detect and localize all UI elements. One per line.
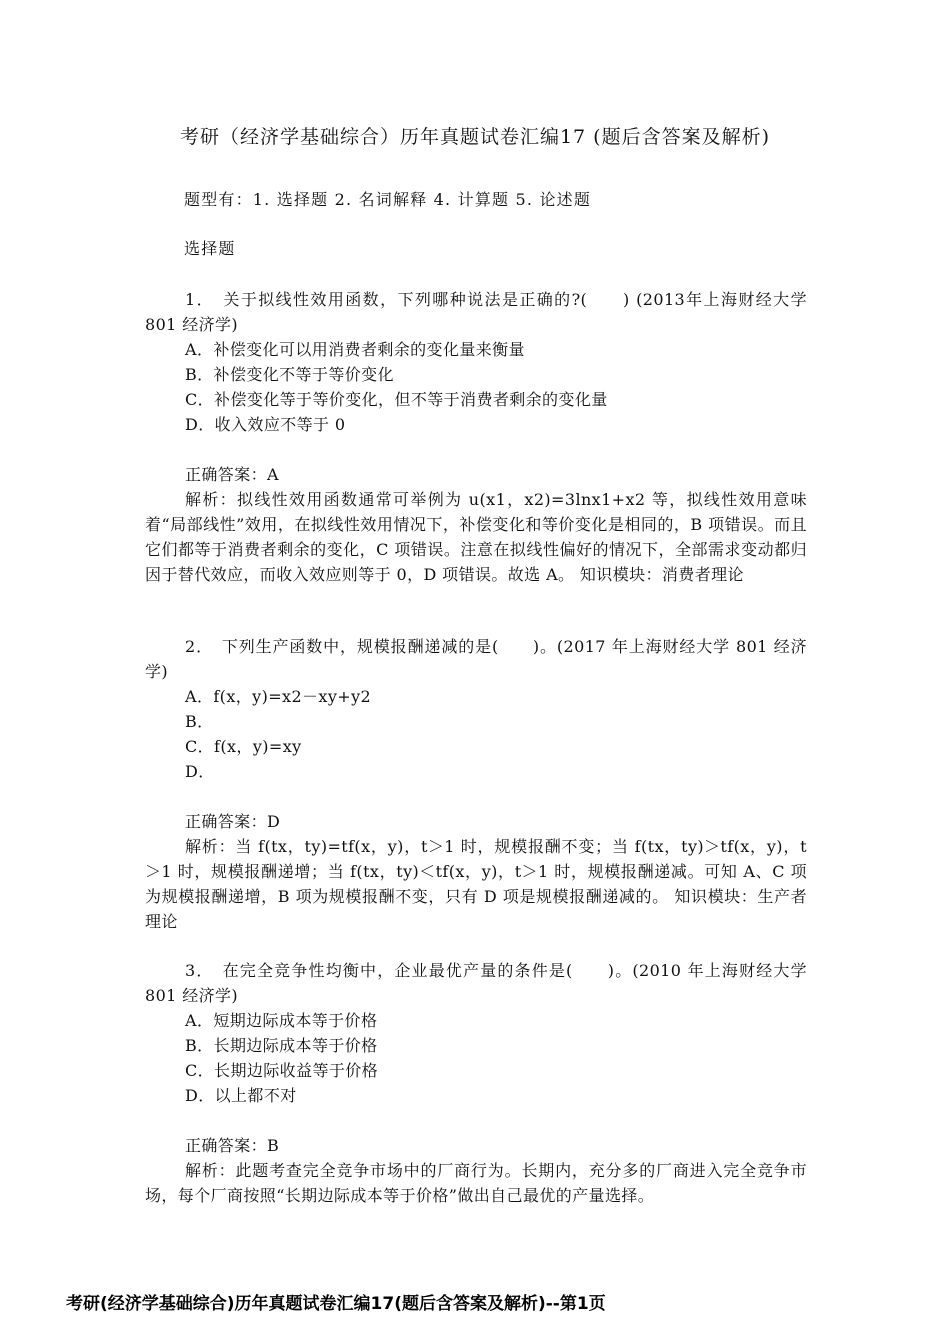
- section-label: 选择题: [184, 239, 236, 258]
- question-3-text: 3． 在完全竞争性均衡中，企业最优产量的条件是( )。(2010 年上海财经大学 801 经济学): [145, 961, 807, 1005]
- question-3-option-a: A．短期边际成本等于价格: [185, 1011, 378, 1030]
- question-1-analysis: 解析：拟线性效用函数通常可举例为 u(x1，x2)=3lnx1+x2 等，拟线性效用意味着“局部线性”效用，在拟线性效用情况下，补偿变化和等价变化是相同的，B 项错误。而且它们都等于消费者剩余的变化，C 项错误。注意在拟线性偏好的情况下，全部需求变动都归因于替代效应，而收入效应则等于 0，D 项错误。故选 A。 知识模块：消费者理论: [145, 490, 807, 584]
- question-1-text: 1． 关于拟线性效用函数，下列哪种说法是正确的?( ) (2013年上海财经大学 801 经济学): [145, 290, 807, 334]
- question-1-answer: 正确答案：A: [185, 465, 279, 484]
- question-1-option-b: B．补偿变化不等于等价变化: [185, 365, 394, 384]
- question-2-option-c: C．f(x，y)=xy: [185, 737, 302, 756]
- question-3: [145, 958, 807, 1208]
- question-1-option-c: C．补偿变化等于等价变化，但不等于消费者剩余的变化量: [185, 390, 608, 409]
- question-2-option-d: D．: [185, 762, 215, 781]
- question-2-text: 2． 下列生产函数中，规模报酬递减的是( )。(2017 年上海财经大学 801 经济学): [145, 637, 807, 681]
- question-3-answer: 正确答案：B: [185, 1136, 280, 1155]
- question-3-option-b: B．长期边际成本等于价格: [185, 1036, 378, 1055]
- question-1-option-d: D．收入效应不等于 0: [185, 415, 346, 434]
- question-3-analysis: 解析：此题考查完全竞争市场中的厂商行为。长期内，充分多的厂商进入完全竞争市场，每个厂商按照“长期边际成本等于价格”做出自己最优的产量选择。: [145, 1161, 807, 1205]
- question-2-answer: 正确答案：D: [185, 812, 281, 831]
- page-footer: 考研(经济学基础综合)历年真题试卷汇编17(题后含答案及解析)--第1页: [66, 1294, 606, 1314]
- question-2-option-b: B．: [185, 712, 214, 731]
- document-title: 考研（经济学基础综合）历年真题试卷汇编17 (题后含答案及解析): [179, 126, 771, 148]
- question-1: [145, 287, 807, 587]
- question-1-option-a: A．补偿变化可以用消费者剩余的变化量来衡量: [185, 340, 525, 359]
- question-3-option-c: C．长期边际收益等于价格: [185, 1061, 379, 1080]
- question-types-line: 题型有：1. 选择题 2. 名词解释 4. 计算题 5. 论述题: [184, 190, 592, 209]
- question-3-option-d: D．以上都不对: [185, 1086, 297, 1105]
- question-2: [145, 634, 807, 934]
- question-2-analysis: 解析：当 f(tx，ty)=tf(x，y)，t＞1 时，规模报酬不变；当 f(tx，ty)＞tf(x，y)，t＞1 时，规模报酬递增；当 f(tx，ty)＜tf(x，y)，t＞1 时，规模报酬递减。可知 A、C 项为规模报酬递增，B 项为规模报酬不变，只有 D 项是规模报酬递减的。 知识模块：生产者理论: [145, 837, 807, 931]
- question-2-option-a: A．f(x，y)=x2－xy+y2: [185, 687, 372, 706]
